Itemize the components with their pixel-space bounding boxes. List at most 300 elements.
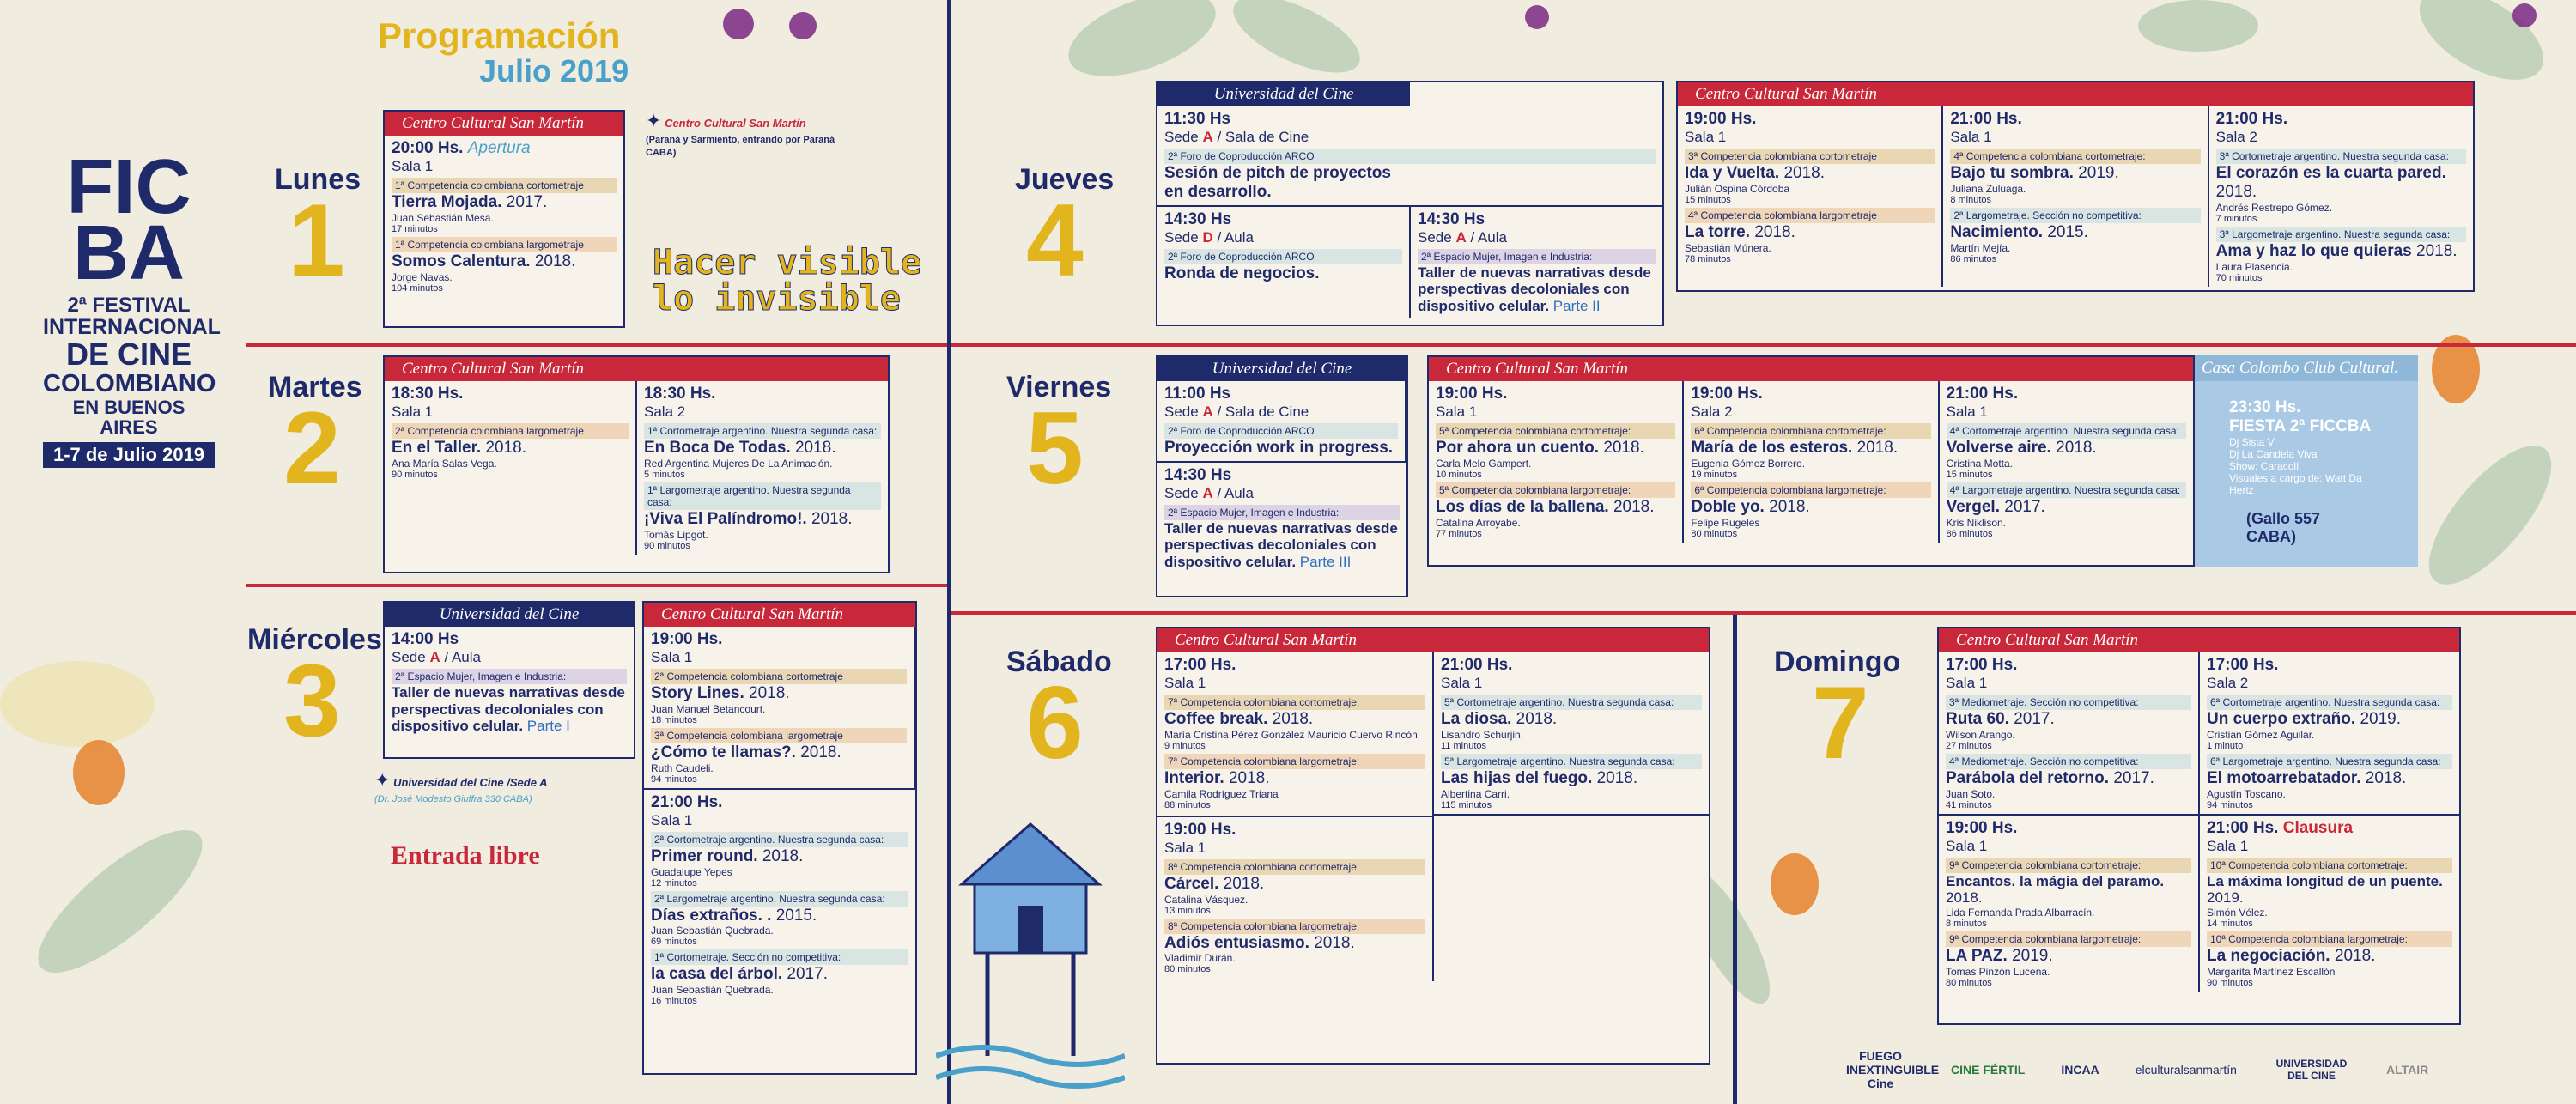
film-director: Ana María Salas Vega. xyxy=(392,457,497,470)
film-title: Vergel. 2017. xyxy=(1946,497,2045,516)
event-category: 3ª Cortometraje argentino. Nuestra segunda casa: xyxy=(2216,149,2466,164)
film-duration: 9 minutos xyxy=(1164,740,1206,751)
event-slot xyxy=(1157,381,1406,461)
event-room: Sala 1 xyxy=(2207,837,2249,854)
event-time: 11:30 Hs xyxy=(1164,110,1231,128)
event-card-viernes-udc xyxy=(1156,355,1408,597)
day-num-miercoles: 3 xyxy=(283,643,341,758)
row-divider-martes xyxy=(246,584,947,587)
film-duration: 7 minutos xyxy=(2215,213,2257,224)
event-category: 2ª Competencia colombiana largometraje xyxy=(392,423,629,439)
film-director: Albertina Carri. xyxy=(1441,787,1510,800)
event-room: Sede A / Sala de Cine xyxy=(1164,403,1309,420)
film-director: Wilson Arango. xyxy=(1946,728,2015,741)
film-duration: 12 minutos xyxy=(651,877,697,889)
film-director: Laura Plasencia. xyxy=(2215,260,2293,273)
event-slot xyxy=(2200,816,2459,992)
film-duration: 10 minutos xyxy=(1436,469,1482,480)
event-slot xyxy=(385,136,623,297)
event-time: 14:30 Hs xyxy=(1418,209,1485,228)
note-ccsm-title: Centro Cultural San Martín xyxy=(665,117,806,130)
event-category: 8ª Competencia colombiana largometraje: xyxy=(1164,919,1425,934)
event-slot xyxy=(1157,652,1434,981)
party-address: (Gallo 557 CABA) xyxy=(2246,510,2321,545)
film-duration: 80 minutos xyxy=(1691,528,1738,539)
event-slot xyxy=(385,627,634,738)
event-slot xyxy=(1943,106,2208,287)
film-title: Taller de nuevas narrativas desde perspectivas decoloniales con dispositivo celular. Parte II xyxy=(1418,264,1651,314)
star-icon: ✦ xyxy=(374,769,391,791)
event-category: 5ª Competencia colombiana cortometraje: xyxy=(1436,423,1675,439)
event-category: 2ª Cortometraje argentino. Nuestra segunda casa: xyxy=(651,832,908,847)
film-director: Ruth Caudeli. xyxy=(651,761,714,774)
film-title: Story Lines. 2018. xyxy=(651,684,790,702)
film-title: Los días de la ballena. 2018. xyxy=(1436,497,1655,516)
film-duration: 18 minutos xyxy=(651,714,697,725)
film-duration: 77 minutos xyxy=(1436,528,1482,539)
event-slot xyxy=(1411,207,1662,318)
film-director: Vladimir Durán. xyxy=(1164,952,1236,965)
film-director: Catalina Vásquez. xyxy=(1164,893,1249,906)
event-time: 19:00 Hs. xyxy=(1436,385,1508,403)
event-card-viernes-party xyxy=(2195,355,2418,567)
event-room: Sede D / Aula xyxy=(1164,228,1254,246)
film-director: Felipe Rugeles xyxy=(1691,516,1760,529)
event-time: 21:00 Hs. xyxy=(651,792,723,811)
event-slot xyxy=(1429,381,1684,543)
film-duration: 86 minutos xyxy=(1946,528,1993,539)
event-room: Sala 1 xyxy=(1164,675,1206,691)
film-title: Ama y haz lo que quieras 2018. xyxy=(2215,241,2458,260)
film-duration: 94 minutos xyxy=(651,773,697,785)
event-time: 14:30 Hs xyxy=(1164,465,1232,484)
event-room: Sala 2 xyxy=(2215,129,2257,145)
film-director: Cristina Motta. xyxy=(1946,457,2014,470)
slogan-line2: lo invisible xyxy=(653,279,901,318)
event-category: 4ª Cortometraje argentino. Nuestra segunda casa: xyxy=(1947,423,2186,439)
event-card-viernes-ccsm xyxy=(1427,355,2195,567)
film-director: Eugenia Gómez Borrero. xyxy=(1691,457,1806,470)
sponsor-logo: ALTAIR xyxy=(2385,1063,2429,1077)
film-title: Interior. 2018. xyxy=(1164,768,1270,787)
film-title: Bajo tu sombra. 2019. xyxy=(1950,164,2119,182)
film-title: Primer round. 2018. xyxy=(651,846,804,865)
film-duration: 8 minutos xyxy=(1950,194,1992,205)
film-director: Juan Sebastián Quebrada. xyxy=(651,984,774,997)
film-director: Juan Sebastián Quebrada. xyxy=(651,925,774,937)
event-category: 7ª Competencia colombiana cortometraje: xyxy=(1164,695,1425,710)
film-director: Margarita Martínez Escallón xyxy=(2207,965,2336,978)
film-duration: 41 minutos xyxy=(1946,799,1992,810)
event-room: Sala 1 xyxy=(1950,129,1992,145)
logo-letters-bottom: BA xyxy=(73,209,185,296)
event-room: Sala 1 xyxy=(1946,675,1988,691)
event-card-domingo xyxy=(1937,627,2461,1025)
film-director: Tomás Lipgot. xyxy=(644,528,708,541)
event-room: Sede A / Aula xyxy=(1164,484,1254,501)
film-title: María de los esteros. 2018. xyxy=(1691,439,1899,457)
festival-logo xyxy=(43,144,221,468)
film-title: LA PAZ. 2019. xyxy=(1946,946,2053,965)
column-divider-sunday xyxy=(1733,615,1737,1104)
day-num-jueves: 4 xyxy=(1026,183,1084,298)
event-category: 2ª Espacio Mujer, Imagen e Industria: xyxy=(1164,505,1400,520)
event-category: 3ª Mediometraje. Sección no competitiva: xyxy=(1946,695,2191,710)
film-title: Nacimiento. 2015. xyxy=(1950,222,2088,241)
film-title: Encantos. la mágia del paramo. 2018. xyxy=(1946,872,2165,907)
film-title: la casa del árbol. 2017. xyxy=(651,965,828,984)
event-slot xyxy=(637,381,888,555)
film-duration: 88 minutos xyxy=(1164,799,1211,810)
event-time: 19:00 Hs. xyxy=(651,630,723,648)
film-title: Ida y Vuelta. 2018. xyxy=(1685,164,1825,182)
event-category: 4ª Largometraje argentino. Nuestra segunda casa: xyxy=(1947,482,2186,498)
sponsor-logo: elculturalsanmartín xyxy=(2135,1063,2237,1077)
event-card-miercoles-udc xyxy=(383,601,635,759)
film-title: Somos Calentura. 2018. xyxy=(392,252,576,270)
event-slot xyxy=(644,788,915,1010)
event-category: 2ª Foro de Coproducción ARCO xyxy=(1164,249,1402,264)
venue-header: Centro Cultural San Martín xyxy=(1678,82,2473,106)
film-duration: 90 minutos xyxy=(644,540,690,551)
film-duration: 86 minutos xyxy=(1950,253,1997,264)
logo-edition: 2ª FESTIVAL xyxy=(67,294,191,317)
event-slot xyxy=(1939,652,2200,814)
film-duration: 16 minutos xyxy=(651,996,697,1007)
event-category: 4ª Competencia colombiana largometraje xyxy=(1685,208,1935,223)
day-name-viernes: Viernes xyxy=(1006,371,1112,403)
party-lineup-4: Visuales a cargo de: Watt Da Hertz xyxy=(2229,472,2362,496)
day-num-lunes: 1 xyxy=(288,183,345,298)
event-room: Sala 1 xyxy=(1946,403,1988,420)
event-slot xyxy=(2200,652,2459,814)
event-room: Sala 1 xyxy=(392,403,434,420)
event-time: 23:30 Hs. xyxy=(2229,398,2301,416)
event-slot xyxy=(1157,207,1411,318)
venue-header: Centro Cultural San Martín xyxy=(1157,628,1709,652)
event-category: 2ª Espacio Mujer, Imagen e Industria: xyxy=(1418,249,1656,264)
event-time: 17:00 Hs. xyxy=(1946,656,2018,674)
event-time: 17:00 Hs. xyxy=(1164,656,1236,674)
event-category: 2ª Espacio Mujer, Imagen e Industria: xyxy=(392,669,627,684)
event-card-jueves-ccsm xyxy=(1676,81,2475,292)
film-director: Lisandro Schurjin. xyxy=(1441,728,1524,741)
film-director: Carla Melo Gampert. xyxy=(1436,457,1532,470)
event-category: 2ª Foro de Coproducción ARCO xyxy=(1164,423,1398,439)
event-category: 7ª Competencia colombiana largometraje: xyxy=(1164,754,1425,769)
party-title: FIESTA 2ª FICCBA xyxy=(2229,417,2372,435)
venue-header: Centro Cultural San Martín xyxy=(385,112,623,136)
film-title: El corazón es la cuarta pared. 2018. xyxy=(2215,164,2446,201)
venue-header: Centro Cultural San Martín xyxy=(644,603,915,627)
event-slot xyxy=(1939,816,2200,992)
film-duration: 19 minutos xyxy=(1691,469,1738,480)
event-category: 6ª Cortometraje argentino. Nuestra segunda casa: xyxy=(2207,695,2452,710)
day-num-domingo: 7 xyxy=(1812,665,1869,780)
film-title: Parábola del retorno. 2017. xyxy=(1946,768,2154,787)
event-room: Sala 1 xyxy=(1441,675,1483,691)
film-director: María Cristina Pérez González Mauricio Cuervo Rincón xyxy=(1164,728,1418,741)
day-name-jueves: Jueves xyxy=(1015,163,1115,196)
film-title: Doble yo. 2018. xyxy=(1691,497,1810,516)
film-title: Ruta 60. 2017. xyxy=(1946,710,2055,728)
event-room: Sala 2 xyxy=(2207,675,2249,691)
film-duration: 14 minutos xyxy=(2207,918,2253,929)
film-director: Lida Fernanda Prada Albarracín. xyxy=(1946,906,2095,919)
film-duration: 78 minutos xyxy=(1685,253,1731,264)
event-card-jueves-udc xyxy=(1156,81,1664,326)
note-udc-a xyxy=(374,769,580,804)
event-category: 9ª Competencia colombiana largometraje: xyxy=(1946,931,2191,947)
logo-line2: INTERNACIONAL xyxy=(43,315,221,340)
event-room: Sala 2 xyxy=(1691,403,1733,420)
film-title: Taller de nuevas narrativas desde perspectivas decoloniales con dispositivo celular. Parte III xyxy=(1164,519,1398,570)
logo-dates: 1-7 de Julio 2019 xyxy=(43,442,215,468)
event-time: 11:00 Hs xyxy=(1164,385,1231,403)
venue-header: Centro Cultural San Martín xyxy=(1939,628,2459,652)
sponsor-logo: FUEGO INEXTINGUIBLE Cine xyxy=(1846,1049,1940,1090)
film-title: Tierra Mojada. 2017. xyxy=(392,193,548,211)
event-category: 3ª Largometraje argentino. Nuestra segunda casa: xyxy=(2216,227,2466,242)
day-name-sabado: Sábado xyxy=(1006,646,1112,678)
day-name-miercoles: Miércoles xyxy=(247,623,382,656)
film-duration: 1 minuto xyxy=(2207,740,2244,751)
event-room: Sede A / Aula xyxy=(392,649,481,665)
film-title: Un cuerpo extraño. 2019. xyxy=(2207,710,2401,728)
venue-header: Centro Cultural San Martín xyxy=(385,357,888,381)
event-category: 5ª Largometraje argentino. Nuestra segunda casa: xyxy=(1441,754,1702,769)
film-duration: 17 minutos xyxy=(392,223,438,234)
film-title: Días extraños. . 2015. xyxy=(651,906,817,925)
event-slot xyxy=(1684,381,1939,543)
event-slot xyxy=(644,627,915,788)
film-duration: 70 minutos xyxy=(2215,272,2263,283)
day-num-viernes: 5 xyxy=(1026,391,1084,506)
party-lineup-2: Dj La Candela Viva xyxy=(2229,448,2318,460)
sponsor-logo: UNIVERSIDAD DEL CINE xyxy=(2275,1058,2348,1082)
film-title: Sesión de pitch de proyectos en desarrollo. xyxy=(1164,164,1391,201)
film-director: Julián Ospina Córdoba xyxy=(1685,182,1790,195)
logo-line5: EN BUENOS AIRES xyxy=(72,396,185,438)
film-title: La negociación. 2018. xyxy=(2207,946,2376,965)
event-card-sabado xyxy=(1156,627,1710,1065)
event-slot xyxy=(385,381,637,555)
event-slot xyxy=(2209,106,2473,287)
row-divider-viernes xyxy=(951,611,2576,615)
film-director: Camila Rodríguez Triana xyxy=(1164,787,1279,800)
event-category: 2ª Competencia colombiana cortometraje xyxy=(651,669,907,684)
film-duration: 90 minutos xyxy=(2207,977,2253,988)
event-time: 20:00 Hs. Apertura xyxy=(392,139,531,157)
event-room: Sala 1 xyxy=(1164,839,1206,856)
venue-header: Centro Cultural San Martín xyxy=(1429,357,2193,381)
event-category: 10ª Competencia colombiana cortometraje: xyxy=(2207,858,2452,873)
slogan xyxy=(653,245,921,317)
event-category: 3ª Competencia colombiana cortometraje xyxy=(1685,149,1935,164)
event-slot xyxy=(1157,816,1432,979)
event-category: 5ª Cortometraje argentino. Nuestra segunda casa: xyxy=(1441,695,1702,710)
stilt-house-illustration xyxy=(936,798,1125,1099)
sponsor-logo: INCAA xyxy=(2061,1063,2099,1077)
event-room: Sede A / Aula xyxy=(1418,228,1507,246)
film-duration: 13 minutos xyxy=(1164,905,1211,916)
row-divider-lunes xyxy=(246,343,947,347)
film-title: Cárcel. 2018. xyxy=(1164,874,1265,893)
event-time: 21:00 Hs. xyxy=(1946,385,2019,403)
logo-line3: DE CINE xyxy=(65,337,192,373)
event-room: Sala 2 xyxy=(644,403,686,420)
venue-header: Universidad del Cine xyxy=(385,603,634,627)
event-category: 1ª Competencia colombiana cortometraje xyxy=(392,178,617,193)
film-title: ¿Cómo te llamas?. 2018. xyxy=(651,743,841,761)
film-director: Martín Mejía. xyxy=(1950,241,2011,254)
logo-line4: COLOMBIANO xyxy=(43,370,216,398)
film-director: Juan Manuel Betancourt. xyxy=(651,702,766,715)
event-room: Sala 1 xyxy=(1946,837,1988,854)
film-title: En Boca De Todas. 2018. xyxy=(644,439,836,457)
event-room: Sala 1 xyxy=(392,158,434,174)
event-time: 21:00 Hs. xyxy=(1950,110,2022,128)
logo-letters-top: FIC xyxy=(66,144,191,230)
event-time: 21:00 Hs. xyxy=(1441,656,1513,674)
event-time: 18:30 Hs. xyxy=(644,385,716,403)
film-title: La máxima longitud de un puente. 2019. xyxy=(2207,872,2443,907)
film-duration: 27 minutos xyxy=(1946,740,1992,751)
event-slot xyxy=(1434,652,1709,816)
film-duration: 115 minutos xyxy=(1441,799,1492,810)
event-category: 2ª Largometraje. Sección no competitiva: xyxy=(1950,208,2200,223)
film-director: Agustín Toscano. xyxy=(2207,787,2286,800)
film-title: La diosa. 2018. xyxy=(1441,710,1558,728)
event-room: Sede A / Sala de Cine xyxy=(1164,129,1309,145)
film-title: Taller de nuevas narrativas desde perspectivas decoloniales con dispositivo celular. Parte I xyxy=(392,684,625,735)
event-category: 1ª Cortometraje argentino. Nuestra segunda casa: xyxy=(644,423,881,439)
film-title: La torre. 2018. xyxy=(1685,222,1795,241)
film-director: Simón Vélez. xyxy=(2207,906,2268,919)
event-category: 9ª Competencia colombiana cortometraje: xyxy=(1946,858,2191,873)
note-ccsm-address: (Paraná y Sarmiento, entrando por Paraná CABA) xyxy=(646,135,835,158)
event-card-lunes xyxy=(383,110,625,328)
venue-header: Casa Colombo Club Cultural. xyxy=(2195,355,2418,381)
event-category: 6ª Competencia colombiana cortometraje: xyxy=(1691,423,1930,439)
event-slot xyxy=(1157,106,1662,205)
party-lineup-1: Dj Sista V xyxy=(2229,436,2275,448)
sponsor-logos xyxy=(1846,1049,2428,1090)
day-name-domingo: Domingo xyxy=(1774,646,1901,678)
event-room: Sala 1 xyxy=(1436,403,1478,420)
film-duration: 94 minutos xyxy=(2207,799,2253,810)
note-ccsm xyxy=(646,110,852,158)
event-time: 19:00 Hs. xyxy=(1946,818,2018,837)
film-title: Ronda de negocios. xyxy=(1164,264,1320,282)
film-duration: 80 minutos xyxy=(1946,977,1992,988)
free-entry-label: Entrada libre xyxy=(391,841,540,870)
day-num-sabado: 6 xyxy=(1026,665,1084,780)
program-title: Programación xyxy=(378,15,621,56)
event-card-martes xyxy=(383,355,890,573)
film-title: Adiós entusiasmo. 2018. xyxy=(1164,933,1355,952)
note-udc-a-address: (Dr. José Modesto Giuffra 330 CABA) xyxy=(374,794,532,804)
day-num-martes: 2 xyxy=(283,391,341,506)
event-time: 19:00 Hs. xyxy=(1691,385,1763,403)
film-director: Andrés Restrepo Gómez. xyxy=(2215,201,2333,214)
film-duration: 11 minutos xyxy=(1441,740,1486,751)
event-category: 2ª Largometraje argentino. Nuestra segunda casa: xyxy=(651,891,908,907)
sponsor-logo: CINE FÉRTIL xyxy=(1951,1063,2026,1077)
program-subtitle: Julio 2019 xyxy=(479,53,629,88)
event-category: 4ª Competencia colombiana cortometraje: xyxy=(1950,149,2200,164)
event-time: 14:00 Hs xyxy=(392,630,459,648)
venue-header: Universidad del Cine xyxy=(1157,82,1410,106)
event-category: 1ª Largometraje argentino. Nuestra segunda casa: xyxy=(644,482,881,510)
event-time: 18:30 Hs. xyxy=(392,385,464,403)
film-director: Juan Soto. xyxy=(1946,787,1996,800)
film-director: Jorge Navas. xyxy=(392,270,453,283)
film-duration: 104 minutos xyxy=(392,282,443,294)
film-title: Volverse aire. 2018. xyxy=(1946,439,2097,457)
film-director: Juliana Zuluaga. xyxy=(1950,182,2026,195)
film-director: Tomas Pinzón Lucena. xyxy=(1946,965,2050,978)
event-category: 6ª Largometraje argentino. Nuestra segunda casa: xyxy=(2207,754,2452,769)
film-director: Kris Niklison. xyxy=(1946,516,2007,529)
film-duration: 90 minutos xyxy=(392,469,438,480)
film-duration: 8 minutos xyxy=(1946,918,1987,929)
film-duration: 80 minutos xyxy=(1164,964,1211,975)
film-title: Proyección work in progress. xyxy=(1164,439,1394,457)
event-time: 14:30 Hs xyxy=(1164,209,1232,228)
event-slot xyxy=(1940,381,2193,543)
film-title: Por ahora un cuento. 2018. xyxy=(1436,439,1644,457)
event-time: 19:00 Hs. xyxy=(1164,820,1236,839)
film-director: Juan Sebastián Mesa. xyxy=(392,211,494,224)
note-udc-a-title: Universidad del Cine /Sede A xyxy=(393,776,548,789)
party-lineup-3: Show: Caracolí xyxy=(2229,460,2300,472)
film-title: El motoarrebatador. 2018. xyxy=(2207,768,2407,787)
event-time: 21:00 Hs. Clausura xyxy=(2207,818,2354,837)
event-category: 5ª Competencia colombiana largometraje: xyxy=(1436,482,1675,498)
film-title: En el Taller. 2018. xyxy=(392,439,527,457)
event-time: 21:00 Hs. xyxy=(2215,110,2288,128)
film-duration: 15 minutos xyxy=(1685,194,1731,205)
film-title: ¡Viva El Palíndromo!. 2018. xyxy=(644,509,853,528)
day-name-lunes: Lunes xyxy=(275,163,361,196)
film-director: Sebastián Múnera. xyxy=(1685,241,1771,254)
film-duration: 5 minutos xyxy=(644,469,685,480)
film-title: Las hijas del fuego. 2018. xyxy=(1441,768,1638,787)
film-director: Catalina Arroyabe. xyxy=(1436,516,1521,529)
event-category: 1ª Cortometraje. Sección no competitiva: xyxy=(651,949,908,965)
film-director: Cristian Gómez Aguilar. xyxy=(2207,728,2315,741)
event-category: 8ª Competencia colombiana cortometraje: xyxy=(1164,859,1425,875)
event-category: 2ª Foro de Coproducción ARCO xyxy=(1164,149,1656,164)
film-duration: 15 minutos xyxy=(1946,469,1993,480)
venue-header: Universidad del Cine xyxy=(1157,357,1406,381)
event-category: 6ª Competencia colombiana largometraje: xyxy=(1691,482,1930,498)
event-category: 10ª Competencia colombiana largometraje: xyxy=(2207,931,2452,947)
day-name-martes: Martes xyxy=(268,371,362,403)
event-room: Sala 1 xyxy=(1685,129,1727,145)
film-director: Guadalupe Yepes xyxy=(651,865,732,878)
event-category: 3ª Competencia colombiana largometraje xyxy=(651,728,907,743)
event-slot xyxy=(1157,461,1406,574)
event-card-miercoles-ccsm xyxy=(642,601,917,1075)
star-icon: ✦ xyxy=(646,110,662,131)
film-director: Red Argentina Mujeres De La Animación. xyxy=(644,457,833,470)
event-room: Sala 1 xyxy=(651,811,693,828)
event-category: 1ª Competencia colombiana largometraje xyxy=(392,237,617,252)
slogan-line1: Hacer visible xyxy=(653,243,922,282)
film-duration: 69 minutos xyxy=(651,937,697,948)
